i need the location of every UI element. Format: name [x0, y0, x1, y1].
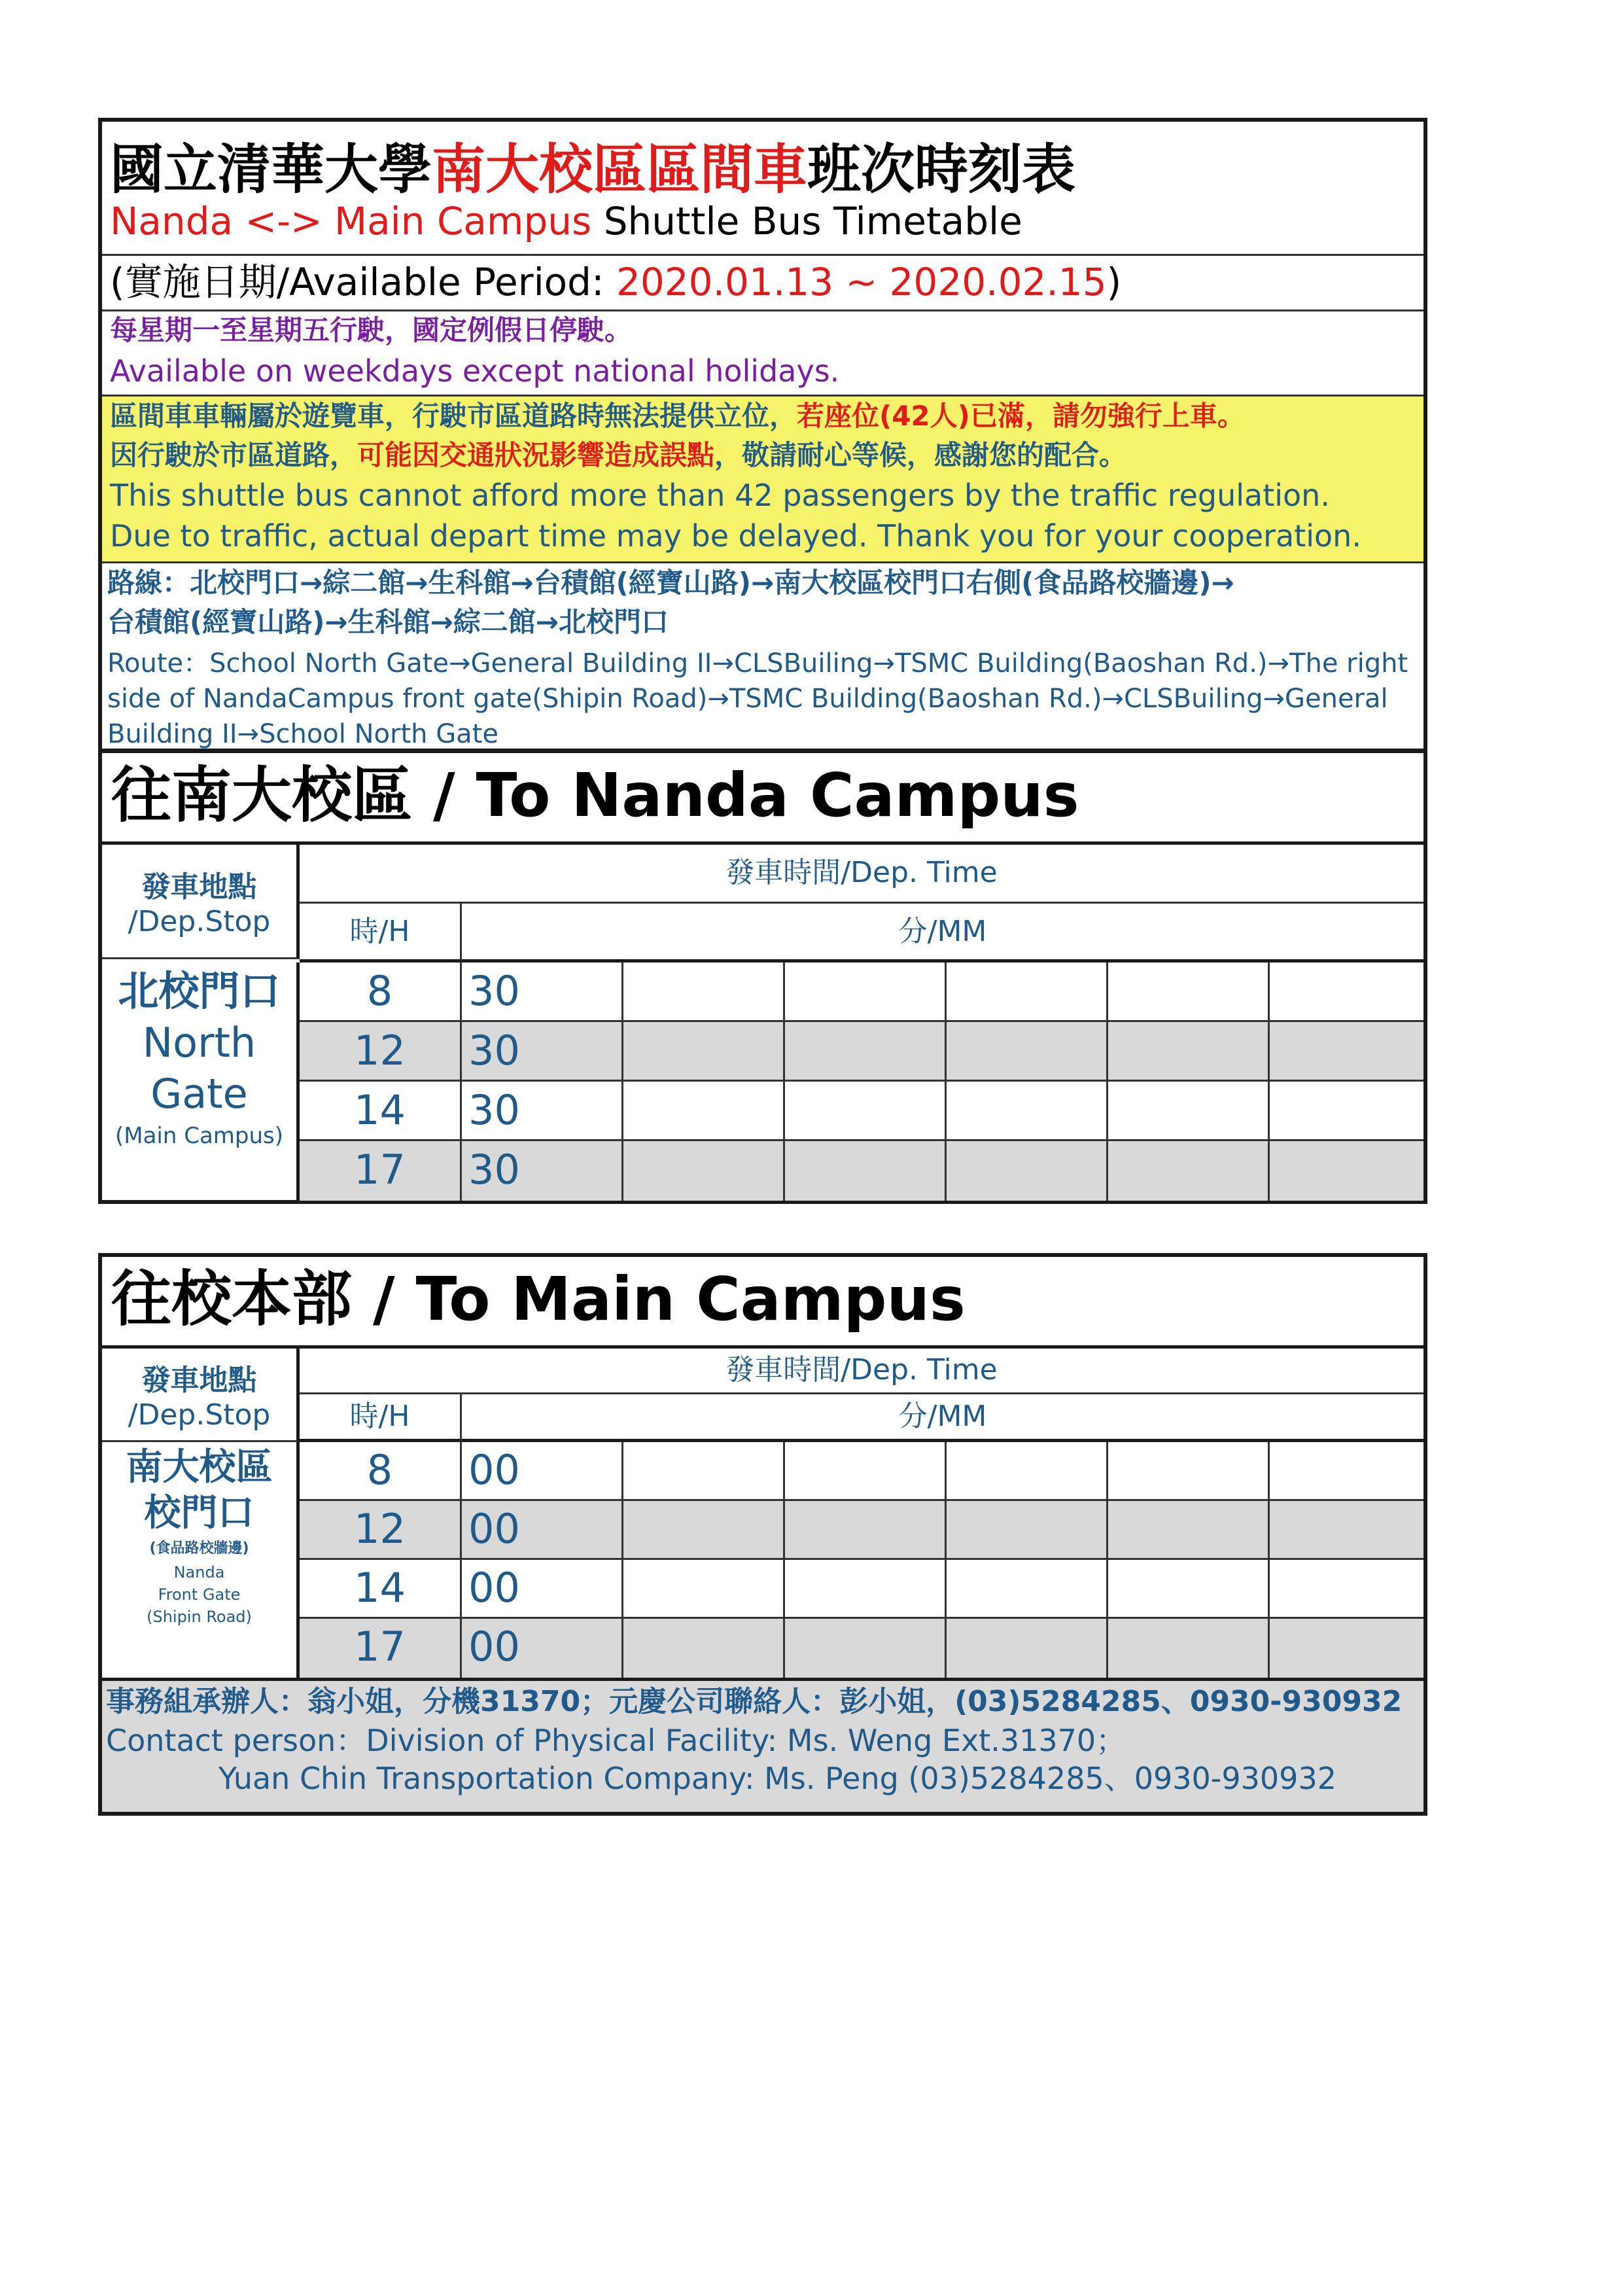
- empty-minute-cell: [1108, 1082, 1270, 1141]
- hour-cell: 12: [300, 1501, 462, 1560]
- notice-en-2: Due to traffic, actual depart time may be delayed. Thank you for your cooperation.: [110, 518, 1361, 554]
- empty-minute-cell: [947, 1022, 1108, 1082]
- empty-minute-cell: [947, 1501, 1108, 1560]
- route-zh-1: 路線：北校門口→綜二館→生科館→台積館(經寶山路)→南大校區校門口右側(食品路校牆邊)→: [107, 567, 1234, 599]
- period-close: ): [1106, 260, 1122, 304]
- minute-cell: 30: [462, 1141, 623, 1201]
- empty-minute-cell: [947, 1560, 1108, 1619]
- empty-minute-cell: [785, 1141, 947, 1201]
- empty-minute-cell: [623, 1022, 785, 1082]
- title-suffix: 班次時刻表: [807, 139, 1076, 201]
- empty-minute-cell: [623, 1619, 785, 1678]
- contact-zh: 事務組承辦人：翁小姐，分機31370；元慶公司聯絡人：彭小姐，(03)5284285、0930-930932: [106, 1685, 1403, 1718]
- hour-cell: 14: [300, 1082, 462, 1141]
- notice-zh-2b: 可能因交通狀況影響造成誤點: [357, 439, 715, 471]
- empty-minute-cell: [947, 1442, 1108, 1501]
- stop-header-en: /Dep.Stop: [128, 905, 271, 938]
- stop-note-en-1: Nanda: [173, 1563, 225, 1581]
- hour-cell: 14: [300, 1560, 462, 1619]
- title-university: 國立清華大學: [110, 139, 432, 201]
- hour-header: 時/H: [300, 904, 462, 963]
- contact-panel: [102, 1678, 1423, 1812]
- empty-minute-cell: [1270, 1082, 1423, 1141]
- stop-name-zh-1: 南大校區: [126, 1446, 273, 1489]
- notice-en-1: This shuttle bus cannot afford more than 42 passengers by the traffic regulation.: [110, 478, 1330, 513]
- minute-cell: 00: [462, 1619, 623, 1678]
- empty-minute-cell: [1108, 1560, 1270, 1619]
- stop-name-en-1: North: [142, 1019, 256, 1067]
- stop-name: [102, 1442, 300, 1678]
- minute-header: 分/MM: [462, 1394, 1423, 1442]
- stop-header: [102, 845, 300, 959]
- empty-minute-cell: [623, 1141, 785, 1201]
- weekday-row: [102, 311, 1423, 397]
- empty-minute-cell: [785, 1619, 947, 1678]
- timetable-to-main: [98, 1253, 1427, 1816]
- stop-note-zh: (食品路校牆邊): [149, 1540, 249, 1557]
- stop-note: (Main Campus): [114, 1123, 284, 1149]
- empty-minute-cell: [1270, 1141, 1423, 1201]
- empty-minute-cell: [1270, 1560, 1423, 1619]
- hour-cell: 8: [300, 1442, 462, 1501]
- empty-minute-cell: [785, 963, 947, 1022]
- notice-zh-2a: 因行駛於市區道路，: [110, 439, 358, 471]
- empty-minute-cell: [623, 1082, 785, 1141]
- empty-minute-cell: [1270, 1022, 1423, 1082]
- contact-en-1: Contact person：Division of Physical Facility: Ms. Weng Ext.31370；: [106, 1723, 1126, 1758]
- empty-minute-cell: [1270, 1619, 1423, 1678]
- title-row: [102, 122, 1423, 256]
- empty-minute-cell: [947, 1082, 1108, 1141]
- stop-name: [102, 963, 300, 1200]
- hour-cell: 17: [300, 1619, 462, 1678]
- stop-name-en-2: Gate: [150, 1070, 248, 1118]
- empty-minute-cell: [1108, 1501, 1270, 1560]
- empty-minute-cell: [785, 1022, 947, 1082]
- empty-minute-cell: [623, 1442, 785, 1501]
- page-subtitle: [110, 199, 1022, 243]
- stop-header: [102, 1349, 300, 1442]
- minute-cell: 30: [462, 963, 623, 1022]
- minute-cell: 00: [462, 1501, 623, 1560]
- stop-name-zh: 北校門口: [118, 967, 281, 1015]
- time-header: 發車時間/Dep. Time: [300, 845, 1423, 904]
- empty-minute-cell: [1108, 1442, 1270, 1501]
- empty-minute-cell: [785, 1501, 947, 1560]
- stop-note-en-3: (Shipin Road): [147, 1608, 252, 1626]
- empty-minute-cell: [1108, 1619, 1270, 1678]
- empty-minute-cell: [623, 1501, 785, 1560]
- stop-name-zh-2: 校門口: [144, 1492, 254, 1534]
- empty-minute-cell: [623, 963, 785, 1022]
- minute-cell: 00: [462, 1442, 623, 1501]
- empty-minute-cell: [1108, 1022, 1270, 1082]
- notice-zh-1b: 若座位(42人)已滿，請勿強行上車。: [797, 400, 1245, 432]
- empty-minute-cell: [1270, 1501, 1423, 1560]
- hour-header: 時/H: [300, 1394, 462, 1442]
- empty-minute-cell: [785, 1082, 947, 1141]
- stop-header-zh: 發車地點: [141, 870, 257, 904]
- empty-minute-cell: [785, 1560, 947, 1619]
- section-title: 往南大校區 / To Nanda Campus: [102, 753, 1423, 845]
- section-title: 往校本部 / To Main Campus: [102, 1257, 1423, 1349]
- contact-en-2: Yuan Chin Transportation Company: Ms. Peng (03)5284285、0930-930932: [218, 1761, 1336, 1796]
- notice-zh-2c: ，敬請耐心等候，感謝您的配合。: [714, 439, 1127, 471]
- stop-header-en: /Dep.Stop: [128, 1398, 271, 1432]
- empty-minute-cell: [947, 1141, 1108, 1201]
- empty-minute-cell: [623, 1560, 785, 1619]
- time-header: 發車時間/Dep. Time: [300, 1349, 1423, 1394]
- period-dates: 2020.01.13 ~ 2020.02.15: [616, 260, 1107, 304]
- minute-header: 分/MM: [462, 904, 1423, 963]
- empty-minute-cell: [947, 963, 1108, 1022]
- empty-minute-cell: [1270, 1442, 1423, 1501]
- empty-minute-cell: [1108, 1141, 1270, 1201]
- period-label: (實施日期/Available Period:: [110, 260, 616, 304]
- empty-minute-cell: [1108, 963, 1270, 1022]
- period-row: [102, 256, 1423, 311]
- hour-cell: 17: [300, 1141, 462, 1201]
- route-row: [102, 563, 1423, 752]
- title-route: 南大校區區間車: [432, 139, 808, 201]
- notice-zh-1: [110, 397, 1423, 436]
- notice-row: [102, 397, 1423, 563]
- empty-minute-cell: [1270, 963, 1423, 1022]
- notice-zh-1a: 區間車車輛屬於遊覽車，行駛市區道路時無法提供立位，: [110, 400, 797, 432]
- minute-cell: 30: [462, 1022, 623, 1082]
- stop-header-zh: 發車地點: [141, 1364, 257, 1397]
- hour-cell: 8: [300, 963, 462, 1022]
- minute-cell: 00: [462, 1560, 623, 1619]
- empty-minute-cell: [947, 1619, 1108, 1678]
- subtitle-route: Nanda <-> Main Campus: [110, 199, 592, 243]
- page-title: [110, 127, 1075, 203]
- info-panel: [98, 118, 1427, 752]
- subtitle-text: Shuttle Bus Timetable: [591, 199, 1022, 243]
- stop-note-en-2: Front Gate: [158, 1585, 241, 1604]
- minute-cell: 30: [462, 1082, 623, 1141]
- route-zh-2: 台積館(經寶山路)→生科館→綜二館→北校門口: [107, 606, 669, 638]
- weekday-en: Available on weekdays except national holidays.: [110, 353, 840, 389]
- hour-cell: 12: [300, 1022, 462, 1082]
- timetable-to-nanda: [98, 749, 1427, 1204]
- weekday-zh: 每星期一至星期五行駛，國定例假日停駛。: [110, 314, 633, 346]
- route-en: Route：School North Gate→General Building II→CLSBuiling→TSMC Building(Baoshan Rd.)→The right side of NandaCampus front gate(Shipin Road)→TSMC Building(Baoshan Rd.)→CLSBuiling→General Building II→School North Gate: [107, 648, 1408, 749]
- empty-minute-cell: [785, 1442, 947, 1501]
- notice-zh-2: [110, 436, 1423, 475]
